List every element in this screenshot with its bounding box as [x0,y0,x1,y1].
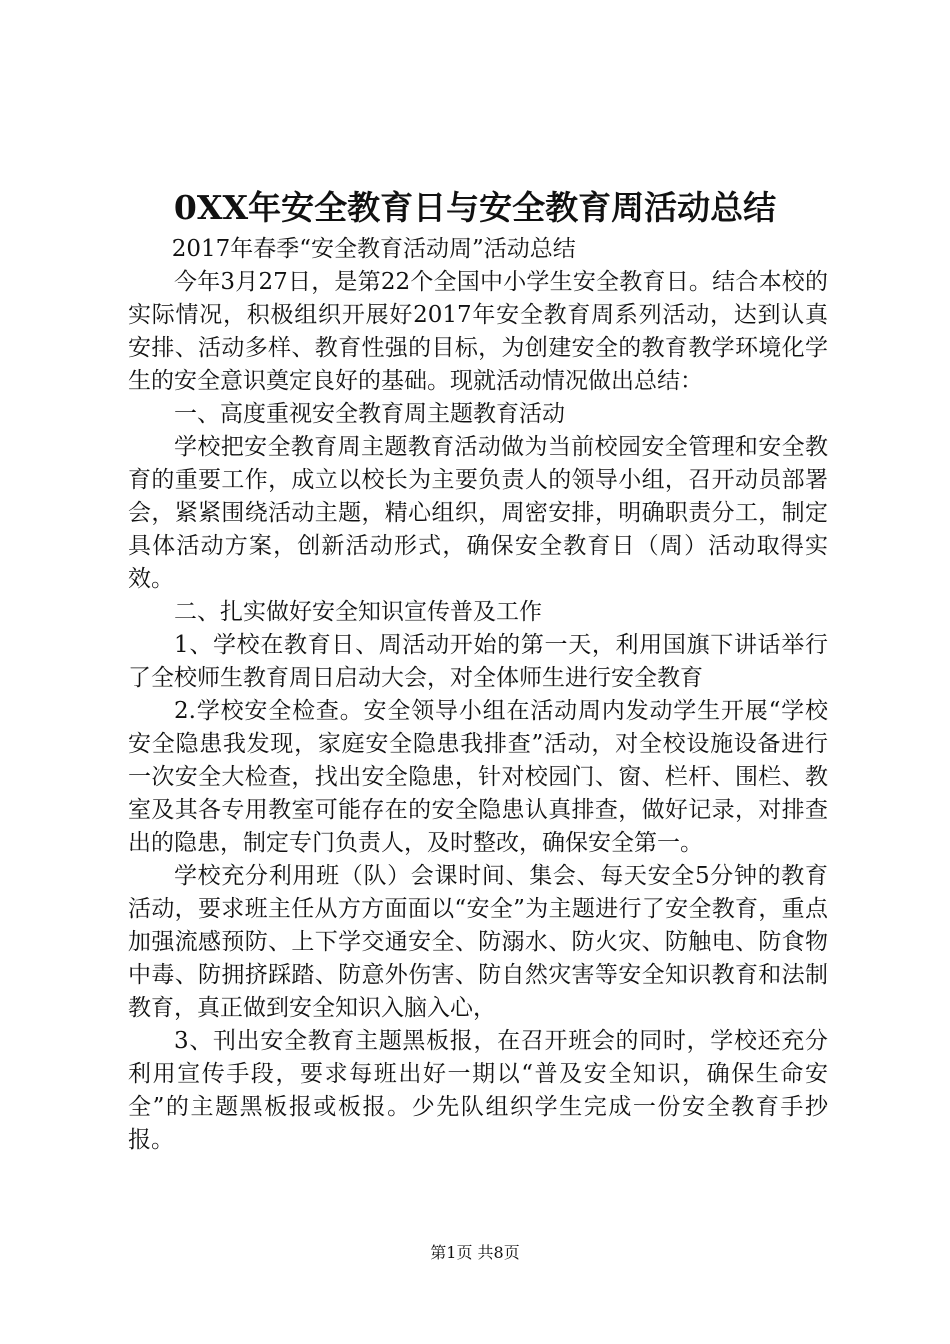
document-subtitle: 2017年春季“安全教育活动周”活动总结 [171,236,576,262]
paragraph-intro: 今年3月27日，是第22个全国中小学生安全教育日。结合本校的实际情况，积极组织开展好2017年安全教育周系列活动，达到认真安排、活动多样、教育性强的目标，为创建安全的教育教学环境化学生的安全意识奠定良好的基础。现就活动情况做出总结： [128,269,828,394]
paragraph-class-education: 学校充分利用班（队）会课时间、集会、每天安全5分钟的教育活动，要求班主任从方方面面以“安全”为主题进行了安全教育，重点加强流感预防、上下学交通安全、防溺水、防火灾、防触电、防食物中毒、防拥挤踩踏、防意外伤害、防自然灾害等安全知识教育和法制教育，真正做到安全知识入脑入心， [128,863,828,1021]
document-body [128,233,828,1157]
paragraph-section-1: 学校把安全教育周主题教育活动做为当前校园安全管理和安全教育的重要工作，成立以校长为主要负责人的领导小组，召开动员部署会，紧紧围绕活动主题，精心组织，周密安排，明确职责分工，制定具体活动方案，创新活动形式，确保安全教育日（周）活动取得实效。 [128,434,828,592]
paragraph-item-2: 2.学校安全检查。安全领导小组在活动周内发动学生开展“学校安全隐患我发现，家庭安全隐患我排查”活动，对全校设施设备进行一次安全大检查，找出安全隐患，针对校园门、窗、栏杆、围栏、教室及其各专用教室可能存在的安全隐患认真排查，做好记录，对排查出的隐患，制定专门负责人，及时整改，确保安全第一。 [128,698,828,856]
section-heading-2: 二、扎实做好安全知识宣传普及工作 [174,599,542,625]
paragraph-item-1: 1、学校在教育日、周活动开始的第一天，利用国旗下讲话举行了全校师生教育周日启动大会，对全体师生进行安全教育 [128,632,828,691]
paragraph-item-3: 3、刊出安全教育主题黑板报，在召开班会的同时，学校还充分利用宣传手段，要求每班出好一期以“普及安全知识，确保生命安全”的主题黑板报或板报。少先队组织学生完成一份安全教育手抄报。 [128,1028,828,1153]
page-footer: 第1页 共8页 [430,1243,520,1262]
document-title: 0XX年安全教育日与安全教育周活动总结 [173,188,777,227]
section-heading-1: 一、高度重视安全教育周主题教育活动 [174,401,565,427]
